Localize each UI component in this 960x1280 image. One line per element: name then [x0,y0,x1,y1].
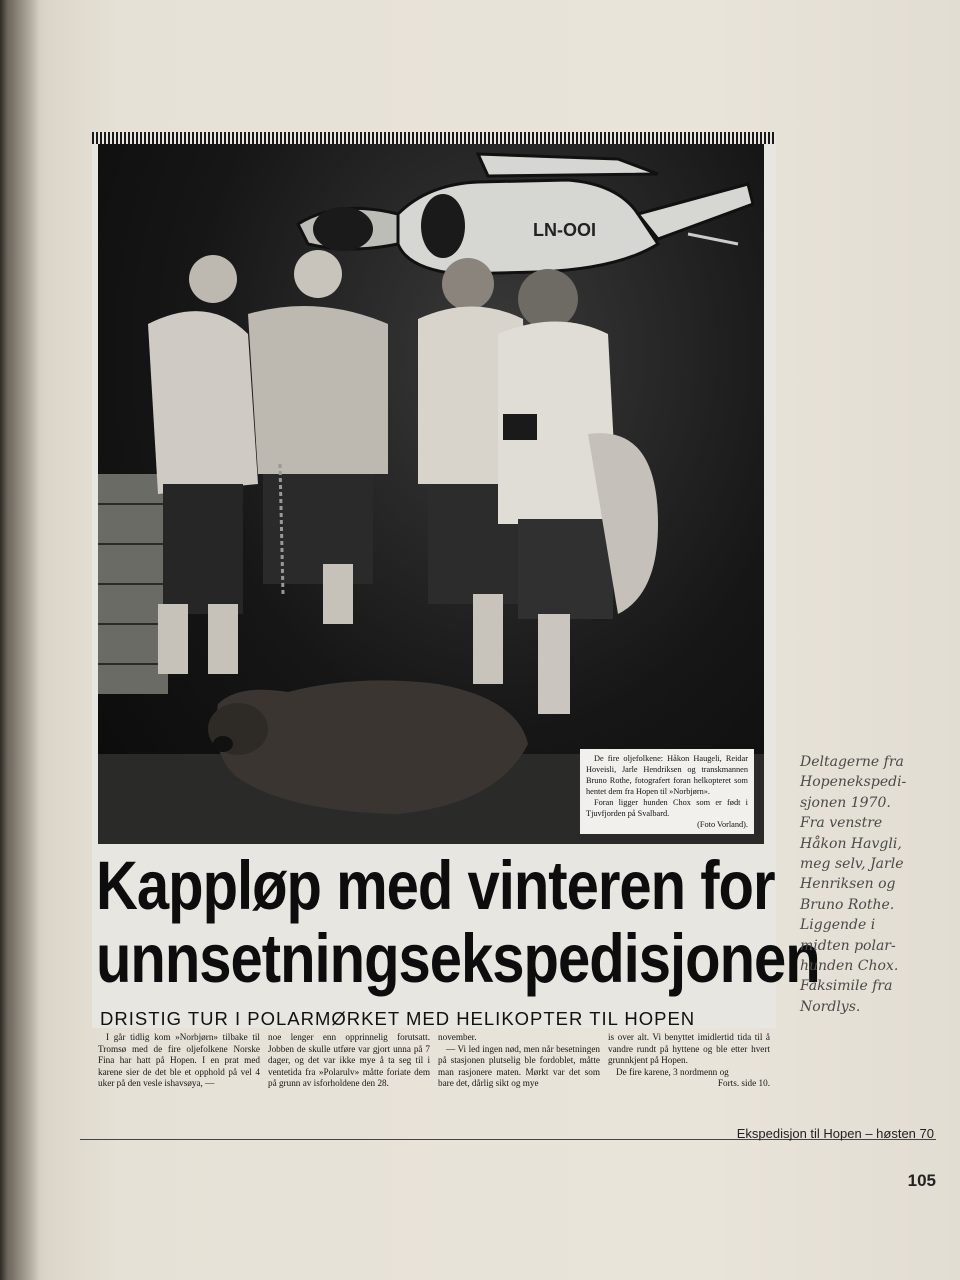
newspaper-photo [98,144,764,844]
article-paragraph: — Vi led ingen nød, men når besetningen på stasjonen plutselig ble fordoblet, måtte man rasjonere maten. Mørkt var det som bare det, dårlig sikt og mye [438,1043,600,1089]
side-caption [800,752,930,1017]
person-1 [148,255,258,674]
headline-line-1: Kappløp med vinteren for [96,847,775,925]
helicopter-registration: LN-OOI [533,220,596,240]
photo-credit: (Foto Vorland). [697,820,748,829]
article-paragraph: november. [438,1032,477,1042]
side-caption-line: meg selv, Jarle [800,856,904,873]
article-column-2 [268,1032,430,1124]
person-4 [498,269,658,714]
photo-illustration [98,144,764,844]
side-caption-line: Henriksen og [800,876,896,893]
article-body [98,1032,770,1124]
photo-caption-text-2: Foran ligger hunden Chox som er født i Tjuvfjorden på Svalbard. [586,798,748,818]
article-column-3 [438,1032,600,1124]
side-caption-line: Nordlys. [800,998,861,1015]
side-caption-line: Håkon Havgli, [800,835,902,852]
article-column-1 [98,1032,260,1124]
photo-caption-text-1: De fire oljefolkene: Håkon Haugeli, Reidar Hoveisli, Jarle Hendriksen og transkmannen Bruno Rothe, fotografert foran helkopteret som hentet dem fra Hopen til »Norbjørn». [586,754,748,796]
side-caption-line: Bruno Rothe. [800,896,895,913]
page-number: 105 [907,1171,936,1190]
side-caption-line: midten polar- [800,937,896,954]
article-paragraph: noe lenger enn opprinnelig forutsatt. Jobben de skulle utføre var gjort unna på 7 dager, og det var ikke mye å ta seg til i ventetida fra »Polarulv» måtte foriate dem på grunn av isforholdene den 28. [268,1032,430,1089]
article-paragraph: De fire karene, 3 nordmenn og [616,1066,729,1077]
article-paragraph: I går tidlig kom »Norbjørn» tilbake til Tromsø med de fire oljefolkene Norske Fina har hatt på Hopen. I en prat med karene sier de det ble et opphold på vel 4 uker på den vesle ishavsøya, — [98,1032,260,1089]
article-column-4 [608,1032,770,1124]
subheadline: DRISTIG TUR I POLARMØRKET MED HELIKOPTER TIL HOPEN [100,1008,696,1029]
headline [96,847,820,998]
newspaper-clipping [92,132,820,1089]
continued-note: Forts. side 10. [717,1078,770,1089]
running-title: Ekspedisjon til Hopen – høsten 70 [736,1126,934,1141]
side-caption-line: Hopenekspedi- [800,774,907,791]
headline-line-2: unnsetningsekspedisjonen [96,920,820,998]
side-caption-line: hunden Chox. [800,958,899,975]
article-paragraph: is over alt. Vi benyttet imidlertid tida til å vandre rundt på hyttene og ble etter hvert grunnkjent på Hopen. [608,1032,770,1066]
photo-caption [580,749,754,834]
person-2 [248,250,388,624]
side-caption-line: Liggende i [800,917,876,934]
side-caption-line: sjonen 1970. [800,794,891,811]
side-caption-line: Fra venstre [800,815,883,832]
side-caption-line: Deltagerne fra [800,754,904,770]
side-caption-line: Faksimile fra [800,978,893,995]
clipping-dashed-border [92,132,776,144]
book-binding-shadow [0,0,40,1280]
